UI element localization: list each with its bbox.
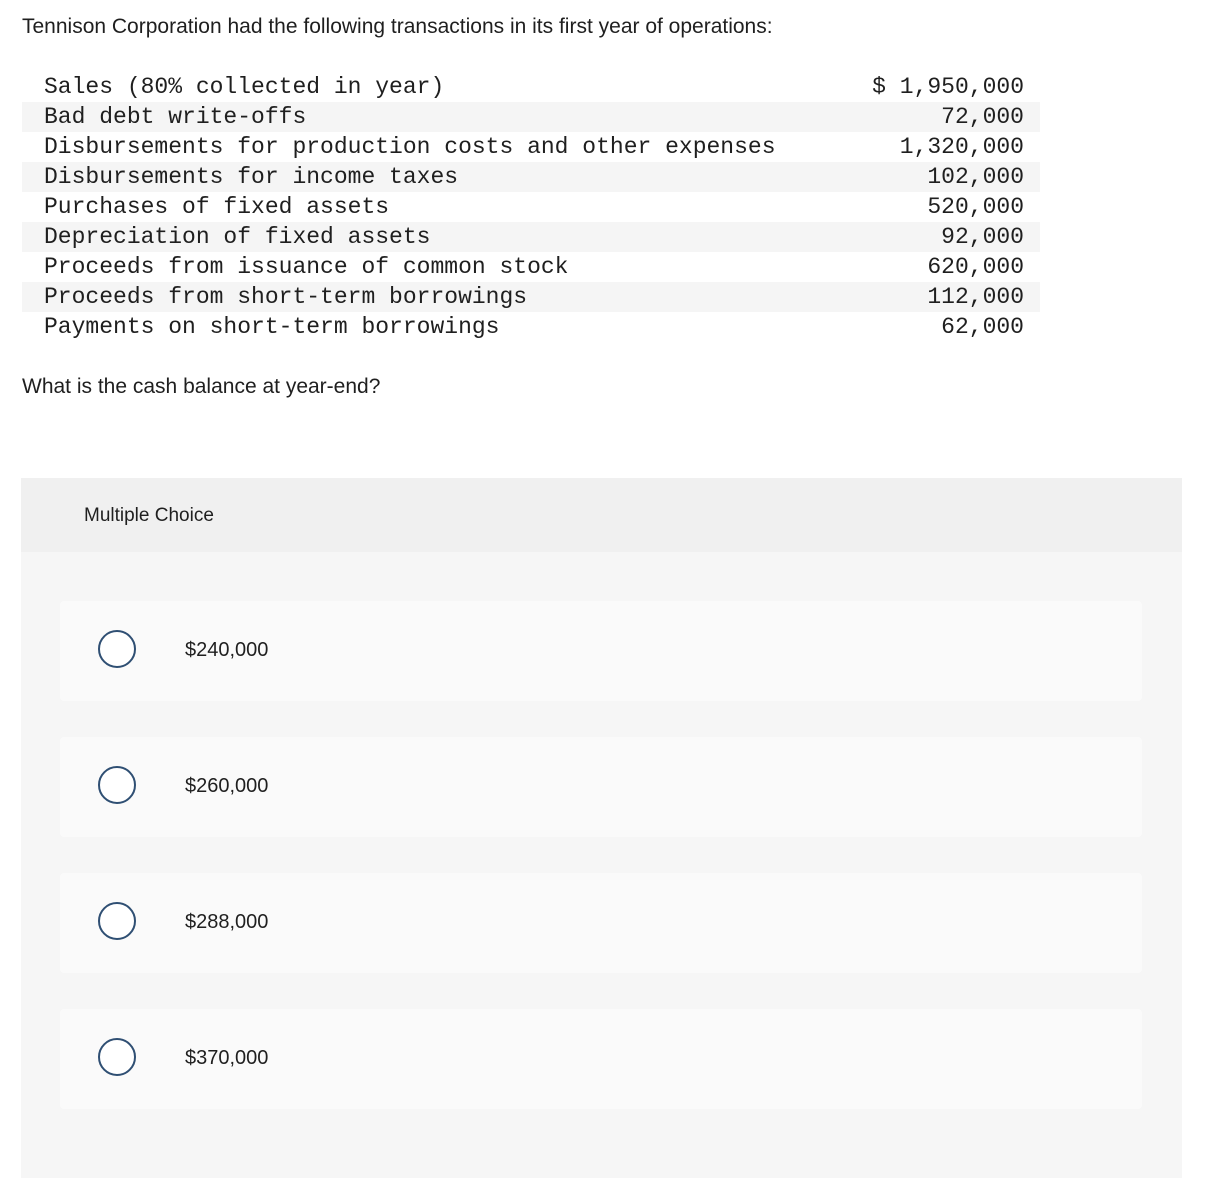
radio-button-icon[interactable] — [98, 630, 136, 668]
transaction-label: Disbursements for income taxes — [44, 164, 459, 190]
transaction-amount: 1,320,000 — [899, 134, 1024, 160]
answer-option-label: $260,000 — [185, 775, 269, 797]
transaction-amount: 72,000 — [941, 104, 1024, 130]
transactions-table — [22, 72, 1040, 342]
answer-option-d[interactable] — [60, 1009, 1142, 1109]
multiple-choice-title: Multiple Choice — [84, 505, 214, 526]
answer-option-c[interactable] — [60, 873, 1142, 973]
transaction-amount: 620,000 — [927, 254, 1024, 280]
transaction-label: Proceeds from issuance of common stock — [44, 254, 569, 280]
transaction-row — [22, 162, 1040, 192]
transaction-row — [22, 192, 1040, 222]
radio-button-icon[interactable] — [98, 766, 136, 804]
transaction-label: Purchases of fixed assets — [44, 194, 390, 220]
transaction-amount: 92,000 — [941, 224, 1024, 250]
answer-option-label: $370,000 — [185, 1047, 269, 1069]
transaction-label: Sales (80% collected in year) — [44, 74, 445, 100]
transaction-row — [22, 72, 1040, 102]
answer-option-a[interactable] — [60, 601, 1142, 701]
multiple-choice-header — [21, 478, 1182, 552]
transaction-amount: 112,000 — [927, 284, 1024, 310]
radio-button-icon[interactable] — [98, 902, 136, 940]
question-intro: Tennison Corporation had the following transactions in its first year of operations: — [22, 15, 773, 38]
transaction-row — [22, 252, 1040, 282]
transaction-label: Disbursements for production costs and other expenses — [44, 134, 776, 160]
transaction-label: Proceeds from short-term borrowings — [44, 284, 528, 310]
transaction-amount: 62,000 — [941, 314, 1024, 340]
transaction-label: Bad debt write-offs — [44, 104, 307, 130]
transaction-label: Payments on short-term borrowings — [44, 314, 500, 340]
answer-option-label: $240,000 — [185, 639, 269, 661]
transaction-row — [22, 312, 1040, 342]
multiple-choice-panel — [21, 478, 1182, 1178]
transaction-label: Depreciation of fixed assets — [44, 224, 431, 250]
radio-button-icon[interactable] — [98, 1038, 136, 1076]
transaction-amount: 520,000 — [927, 194, 1024, 220]
transaction-row — [22, 102, 1040, 132]
transaction-amount: $ 1,950,000 — [872, 74, 1024, 100]
question-text: What is the cash balance at year-end? — [22, 375, 381, 398]
transaction-amount: 102,000 — [927, 164, 1024, 190]
transaction-row — [22, 282, 1040, 312]
answer-option-label: $288,000 — [185, 911, 269, 933]
answer-option-b[interactable] — [60, 737, 1142, 837]
transaction-row — [22, 222, 1040, 252]
transaction-row — [22, 132, 1040, 162]
